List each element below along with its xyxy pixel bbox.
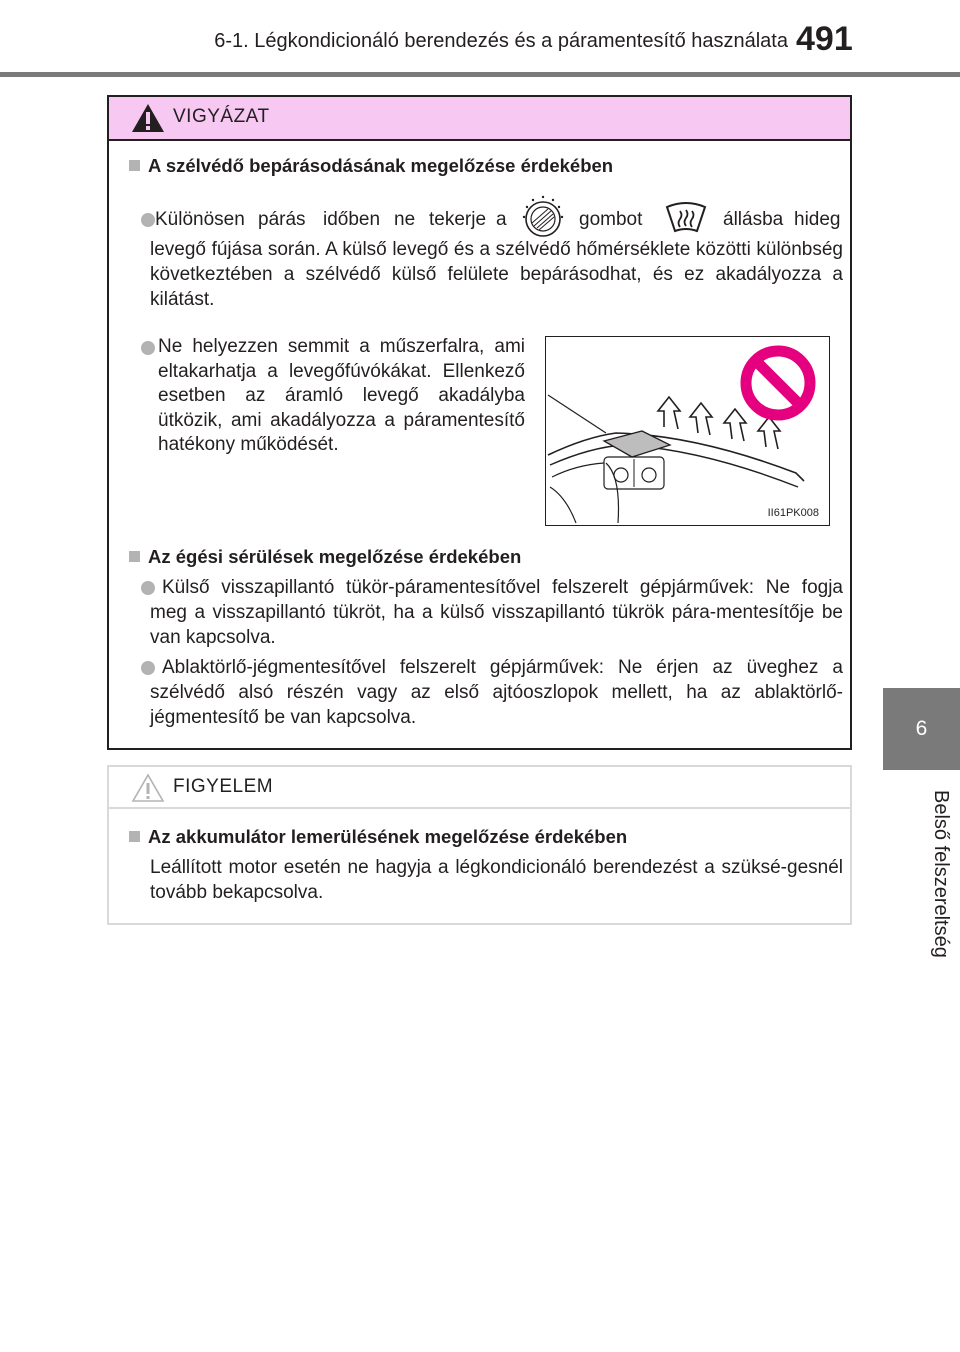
notice-label: FIGYELEM (173, 776, 274, 797)
caution-header (109, 97, 850, 141)
section-heading-fog (129, 155, 613, 177)
warning-triangle-icon (131, 103, 165, 133)
heading-square-marker (129, 551, 140, 562)
notice-heading (129, 826, 627, 848)
bullet-text: Különösen (155, 209, 245, 230)
warning-outline-triangle-icon (131, 773, 165, 803)
notice-header (109, 767, 850, 809)
illustration-code: II61PK008 (767, 507, 819, 519)
bullet-text: gombot (579, 209, 643, 230)
bullet-continuation-text: levegő fújása során. A külső levegő és a szélvédő hőmérséklete közötti különbség következtében a szélvédő külső felülete bepárásodhat, és ez akadályozza a kilátást. (150, 239, 843, 310)
dashboard-illustration (545, 336, 830, 526)
temperature-dial-icon (519, 193, 567, 243)
running-header-title: 6-1. Légkondicionáló berendezés és a páramentesítő használata (214, 30, 788, 52)
section-heading-fog-text: A szélvédő bepárásodásának megelőzése érdekében (148, 155, 614, 176)
prohibition-icon (746, 351, 810, 415)
header-rule (0, 72, 960, 77)
bullet-wiper-text: Ablaktörlő-jégmentesítővel felszerelt gépjárművek: Ne érjen az üveghez a szélvédő alsó részén vagy az első ajtóoszlopok mellett, ha az ablaktörlő-jégmentesítő be van kapcsolva. (150, 657, 843, 728)
chapter-tab-number: 6 (915, 717, 928, 740)
section-heading-burns-text: Az égési sérülések megelőzése érdekében (148, 546, 522, 567)
bullet-dot (141, 213, 155, 227)
bullet-text: tekerje (429, 209, 487, 230)
notice-box (107, 765, 852, 925)
bullet-text: a (496, 209, 507, 230)
notice-body: Leállított motor esetén ne hagyja a légkondicionáló berendezést a szüksé-gesnél tovább bekapcsolva. (150, 857, 843, 903)
caution-box (107, 95, 852, 750)
bullet-text: időben (323, 209, 381, 230)
page-number: 491 (796, 20, 853, 58)
dashboard-drawing (546, 337, 828, 524)
notice-heading-text: Az akkumulátor lemerülésének megelőzése érdekében (148, 826, 628, 847)
section-heading-burns (129, 546, 521, 568)
bullet-mirror-text: Külső visszapillantó tükör-páramentesítővel felszerelt gépjárművek: Ne fogja meg a visszapillantó tükröt, ha a külső visszapillantó tükrök pára-mentesítője be van kapcsolva. (150, 577, 843, 648)
bullet-text: ne (394, 209, 416, 230)
bullet-dot (141, 341, 155, 355)
heading-square-marker (129, 831, 140, 842)
bullet-text: állásba (723, 209, 784, 230)
bullet-dashboard-text: Ne helyezzen semmit a műszerfalra, ami eltakarhatja a levegőfúvókákat. Ellenkező esetben az áramló levegő akadályba ütközik, ami akadályozza a páramentesítő hatékony működését. (158, 336, 525, 455)
heading-square-marker (129, 160, 140, 171)
bullet-text: párás (258, 209, 306, 230)
chapter-side-label: Belső felszereltség (930, 790, 952, 958)
bullet-text: hideg (794, 209, 841, 230)
defroster-icon (663, 201, 709, 237)
chapter-tab[interactable] (883, 688, 960, 770)
caution-label: VIGYÁZAT (173, 106, 270, 127)
